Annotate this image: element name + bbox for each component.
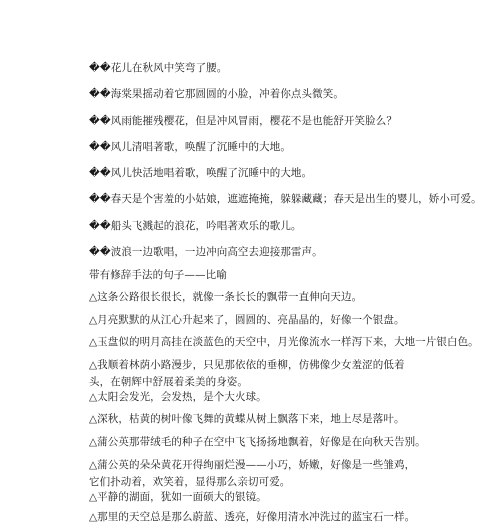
text-line: △深秋，枯黄的树叶像飞舞的黄蝶从树上飘落下来，地上尽是落叶。 [89, 413, 405, 425]
text-line: ��风儿快活地唱着歌，唤醒了沉睡中的大地。 [89, 167, 313, 179]
text-line: ��波浪一边歌唱，一边冲向高空去迎接那雷声。 [89, 246, 323, 258]
text-line: △玉盘似的明月高挂在淡蓝色的天空中，月光像流水一样泻下来，大地一片银白色。 [89, 336, 479, 348]
text-line: △平静的湖面，犹如一面硕大的银镜。 [89, 491, 267, 503]
text-line: ��风雨能摧残樱花，但是冲风冒雨，樱花不是也能舒开笑脸么？ [89, 115, 397, 127]
text-line: ��船头飞溅起的浪花，吟唱著欢乐的歌儿。 [89, 220, 302, 232]
text-line: △蒲公英那带绒毛的种子在空中飞飞扬扬地飘着，好像是在向秋天告别。 [89, 436, 426, 448]
text-paragraph: △蒲公英的朵朵黄花开得绚丽烂漫——小巧，娇嫩，好像是一些雏鸡，它们扑动着，欢笑着，显得那么亲切可爱。 [89, 459, 416, 488]
text-line: ��风儿清唱著歌，唤醒了沉睡中的大地。 [89, 141, 291, 153]
text-line: ��春天是个害羞的小姑娘，遮遮掩掩，躲躲藏藏；春天是出生的婴儿，娇小可爱。 [89, 193, 482, 205]
text-line: △太阳会发光，会发热，是个大火球。 [89, 391, 267, 403]
text-line: △月亮默默的从江心升起来了，圆圆的、亮晶晶的，好像一个银盘。 [89, 314, 405, 326]
text-line: ��海棠果摇动着它那圆圆的小脸，冲着你点头微笑。 [89, 88, 344, 100]
section-heading: 带有修辞手法的句子——比喻 [89, 269, 227, 281]
text-paragraph: △我顺着林荫小路漫步，只见那依依的垂柳，仿佛像少女羞涩的低着头，在朝辉中舒展着柔美的身姿。 [89, 359, 405, 388]
text-line: △这条公路很长很长，就像一条长长的飘带一直伸向天边。 [89, 291, 363, 303]
text-line: ��花儿在秋风中笑弯了腰。 [89, 62, 228, 74]
text-line: △那里的天空总是那么蔚蓝、透亮，好像用清水冲洗过的蓝宝石一样。 [89, 511, 416, 523]
